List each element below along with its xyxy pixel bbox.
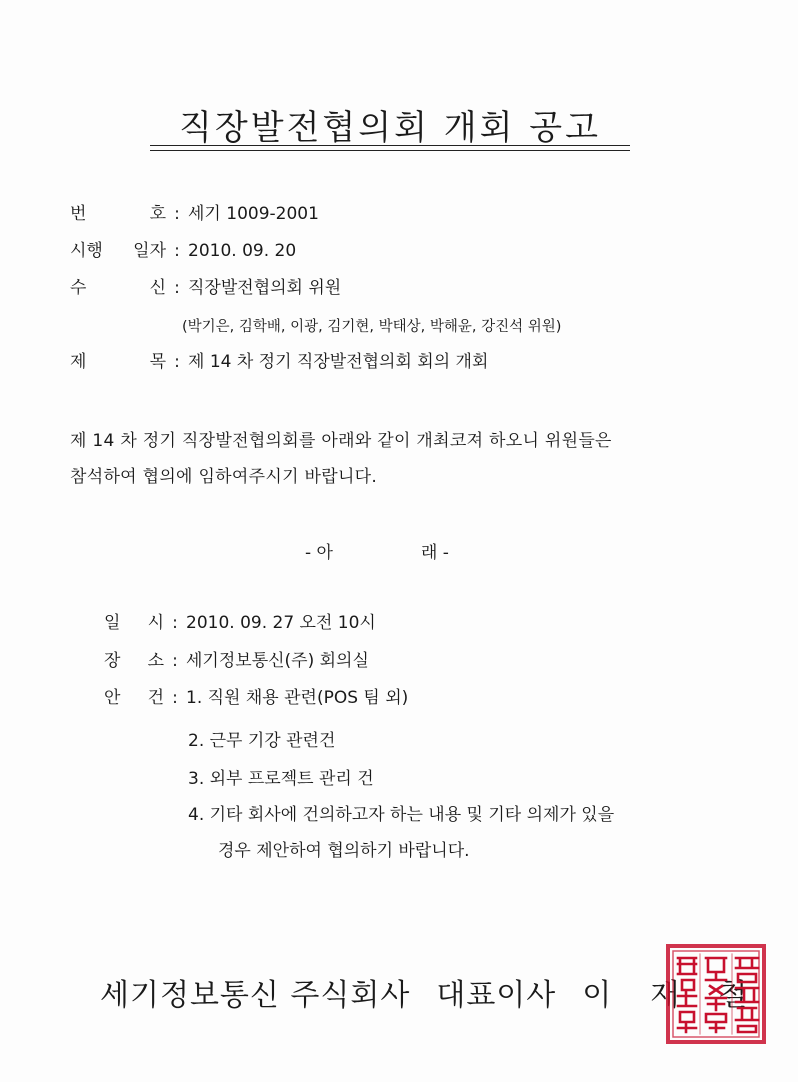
agenda-sep: :	[172, 688, 178, 708]
place-row	[104, 650, 369, 672]
company-name: 세기정보통신 주식회사	[100, 978, 411, 1013]
section-heading-ara	[305, 538, 449, 563]
issue-date-value: 2010. 09. 20	[188, 241, 297, 261]
subject-sep: :	[174, 352, 180, 372]
ceo-name-char-2: 재	[650, 978, 681, 1013]
recipient-sep: :	[174, 278, 180, 298]
doc-number-label: 번 호	[70, 204, 166, 224]
issue-date-sep: :	[174, 241, 180, 261]
ceo-name-char-1: 이	[582, 978, 613, 1013]
body-line-1: 제 14 차 정기 직장발전협의회를 아래와 같이 개최코져 하오니 위원들은	[70, 431, 612, 451]
datetime-sep: :	[172, 613, 178, 633]
recipient-row	[70, 277, 341, 299]
document-title: 직장발전협의회 개회 공고	[179, 108, 601, 148]
datetime-label: 일 시	[104, 613, 164, 633]
recipient-label: 수 신	[70, 278, 166, 298]
ceo-title: 대표이사	[436, 978, 557, 1013]
doc-number-row	[70, 203, 319, 225]
ceo-name-char-3: 철	[718, 978, 749, 1013]
datetime-row	[104, 612, 376, 634]
agenda-item-4-continuation: 경우 제안하여 협의하기 바랍니다.	[218, 841, 470, 861]
ara-right: 래 -	[420, 543, 449, 563]
title-underline-top	[150, 145, 630, 146]
subject-row	[70, 351, 488, 373]
place-label: 장 소	[104, 651, 164, 671]
agenda-item-2: 2. 근무 기강 관련건	[188, 731, 336, 751]
doc-number-sep: :	[174, 204, 180, 224]
recipient-members: (박기은, 김학배, 이광, 김기현, 박태상, 박해윤, 강진석 위원)	[182, 319, 562, 335]
issue-date-row	[70, 240, 296, 262]
agenda-item-3: 3. 외부 프로젝트 관리 건	[188, 769, 374, 789]
title-underline-bottom	[150, 150, 630, 151]
doc-number-value: 세기 1009-2001	[188, 204, 319, 224]
issue-date-label: 시행 일자	[70, 241, 166, 261]
body-line-2: 참석하여 협의에 임하여주시기 바랍니다.	[70, 467, 378, 487]
ara-left: - 아	[305, 543, 333, 563]
company-seal-icon	[664, 942, 768, 1046]
recipient-value: 직장발전협의회 위원	[188, 278, 342, 298]
place-sep: :	[172, 651, 178, 671]
agenda-item-1: 1. 직원 채용 관련(POS 팀 외)	[186, 688, 409, 708]
agenda-row	[104, 687, 408, 709]
subject-label: 제 목	[70, 352, 166, 372]
datetime-value: 2010. 09. 27 오전 10시	[186, 613, 376, 633]
agenda-label: 안 건	[104, 688, 164, 708]
agenda-item-4: 4. 기타 회사에 건의하고자 하는 내용 및 기타 의제가 있을	[188, 805, 615, 825]
place-value: 세기정보통신(주) 회의실	[186, 651, 369, 671]
subject-value: 제 14 차 정기 직장발전협의회 회의 개회	[188, 352, 489, 372]
